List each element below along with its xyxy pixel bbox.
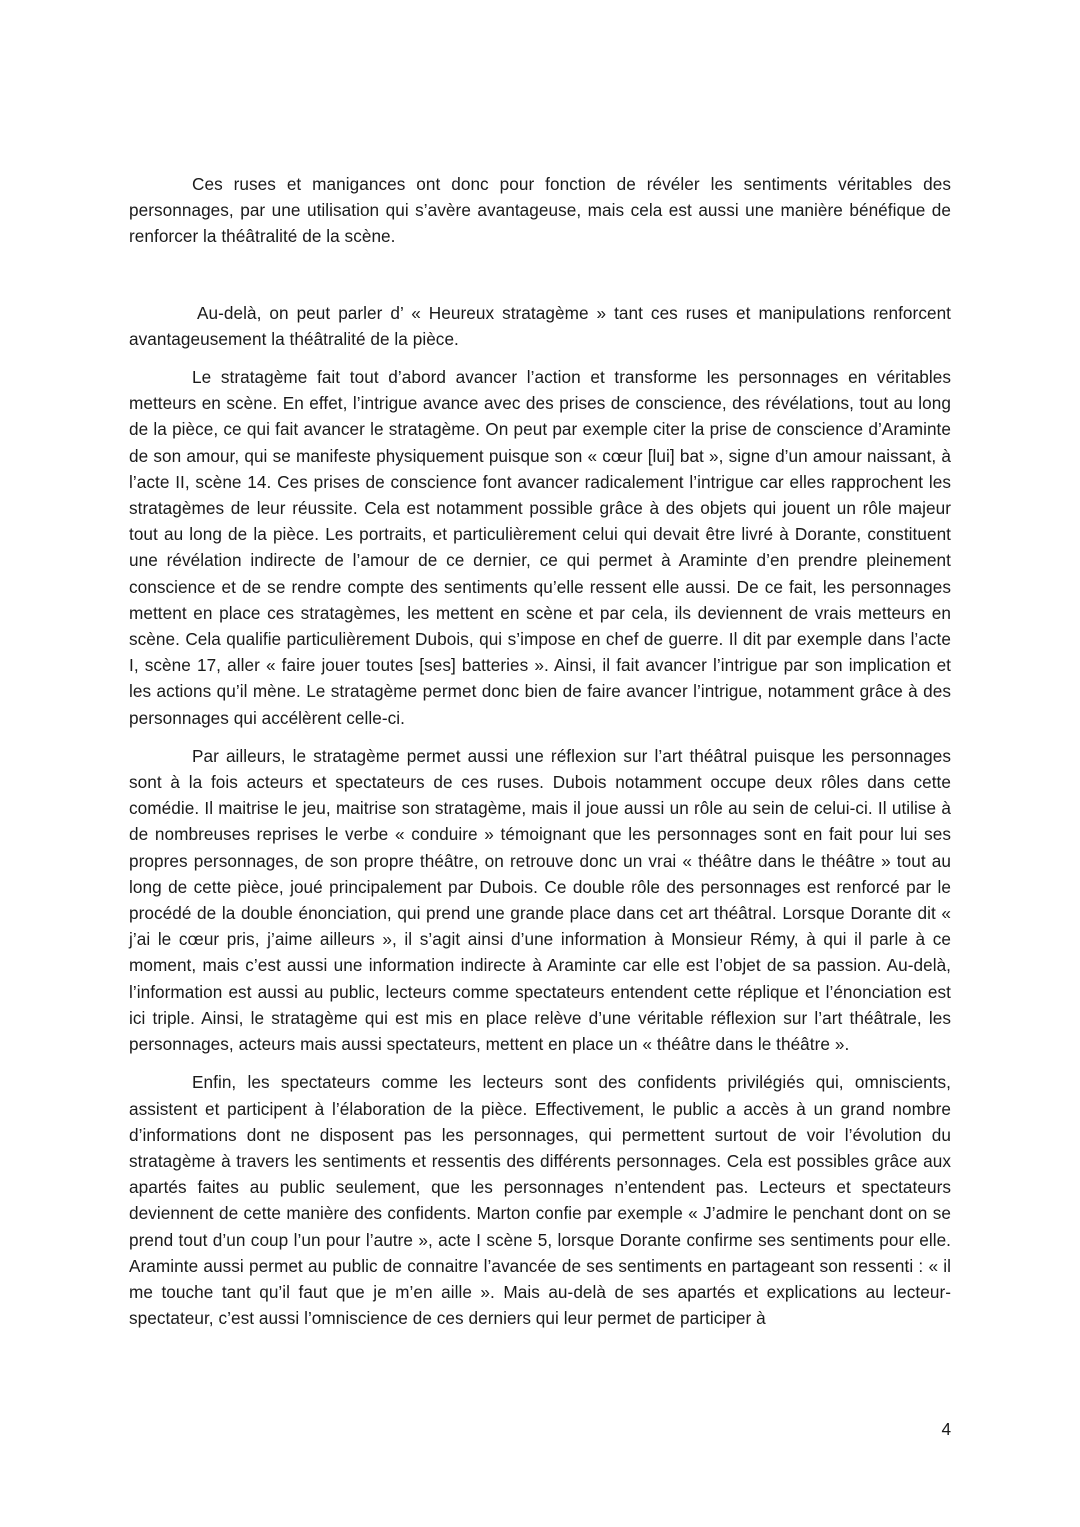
- document-body: [129, 171, 951, 1331]
- page-number: 4: [941, 1419, 951, 1439]
- paragraph-reflexion-art-theatral: Par ailleurs, le stratagème permet aussi une réflexion sur l’art théâtral puisque les personnages sont à la fois acteurs et spectateurs de ces ruses. Dubois notamment occupe deux rôles dans cette comédie. Il maitrise le jeu, maitrise son stratagème, mais il joue aussi un rôle au sein de celui-ci. Il utilise à de nombreuses reprises le verbe « conduire » témoignant que les personnages sont en fait pour lui ses propres personnages, de son propre théâtre, on retrouve donc un vrai « théâtre dans le théâtre » tout au long de cette pièce, joué principalement par Dubois. Ce double rôle des personnages est renforcé par le procédé de la double énonciation, qui prend une grande place dans cet art théâtral. Lorsque Dorante dit « j’ai le cœur pris, j’aime ailleurs », il s’agit ainsi d’une information à Monsieur Rémy, à qui il parle à ce moment, mais c’est aussi une information indirecte à Araminte car elle est l’objet de sa passion. Au-delà, l’information est aussi au public, lecteurs comme spectateurs entendent cette réplique et l’énonciation est ici triple. Ainsi, le stratagème qui est mis en place relève d’une véritable réflexion sur l’art théâtrale, les personnages, acteurs mais aussi spectateurs, mettent en place un « théâtre dans le théâtre ».: [129, 745, 951, 1055]
- paragraph-avancer-action: Le stratagème fait tout d’abord avancer l’action et transforme les personnages en véritables metteurs en scène. En effet, l’intrigue avance avec des prises de conscience, des révélations, tout au long de la pièce, ce qui fait avancer le stratagème. On peut par exemple citer la prise de conscience d’Araminte de son amour, qui se manifeste physiquement puisque son « cœur [lui] bat », signe d’un amour naissant, à l’acte II, scène 14. Ces prises de conscience font avancer radicalement l’intrigue car elles rapprochent les stratagèmes de leur réussite. Cela est notamment possible grâce à des objets qui jouent un rôle majeur tout au long de la pièce. Les portraits, et particulièrement celui qui devait être livré à Dorante, constituent une révélation indirecte de l’amour de ce dernier, ce qui permet à Araminte d’en prendre pleinement conscience et de se rendre compte des sentiments qu’elle ressent elle aussi. De ce fait, les personnages mettent en place ces stratagèmes, les mettent en scène et par cela, ils deviennent de vrais metteurs en scène. Cela qualifie particulièrement Dubois, qui s’impose en chef de guerre. Il dit par exemple dans l’acte I, scène 17, aller « faire jouer toutes [ses] batteries ». Ainsi, il fait avancer l’intrigue par son implication et les actions qu’il mène. Le stratagème permet donc bien de faire avancer l’intrigue, notamment grâce à des personnages qui accélèrent celle-ci.: [129, 367, 951, 728]
- paragraph-confidents-privilegies: Enfin, les spectateurs comme les lecteurs sont des confidents privilégiés qui, omniscients, assistent et participent à l’élaboration de la pièce. Effectivement, le public a accès à un grand nombre d’informations dont ne disposent pas les personnages, qui permettent surtout de voir l’évolution du stratagème à travers les sentiments et ressentis des différents personnages. Cela est possibles grâce aux apartés faites au public seulement, que les personnages n’entendent pas. Lecteurs et spectateurs deviennent de cette manière des confidents. Marton confie par exemple « J’admire le penchant dont on se prend tout d’un coup l’un pour l’autre », acte I scène 5, lorsque Dorante confirme ses sentiments pour elle. Araminte aussi permet au public de connaitre l’avancée de ses sentiments en partageant son ressenti : « il me touche tant qu’il faut que je m’en aille ». Mais au-delà de ses apartés et explications au lecteur-spectateur, c’est aussi l’omniscience de ces derniers qui leur permet de participer à: [129, 1072, 951, 1329]
- paragraph-conclusion-ruses: Ces ruses et manigances ont donc pour fonction de révéler les sentiments véritables des personnages, par une utilisation qui s’avère avantageuse, mais cela est aussi une manière bénéfique de renforcer la théâtralité de la scène.: [129, 174, 951, 247]
- paragraph-heureux-stratageme-intro: Au-delà, on peut parler d’ « Heureux stratagème » tant ces ruses et manipulations renforcent avantageusement la théâtralité de la pièce.: [129, 302, 951, 349]
